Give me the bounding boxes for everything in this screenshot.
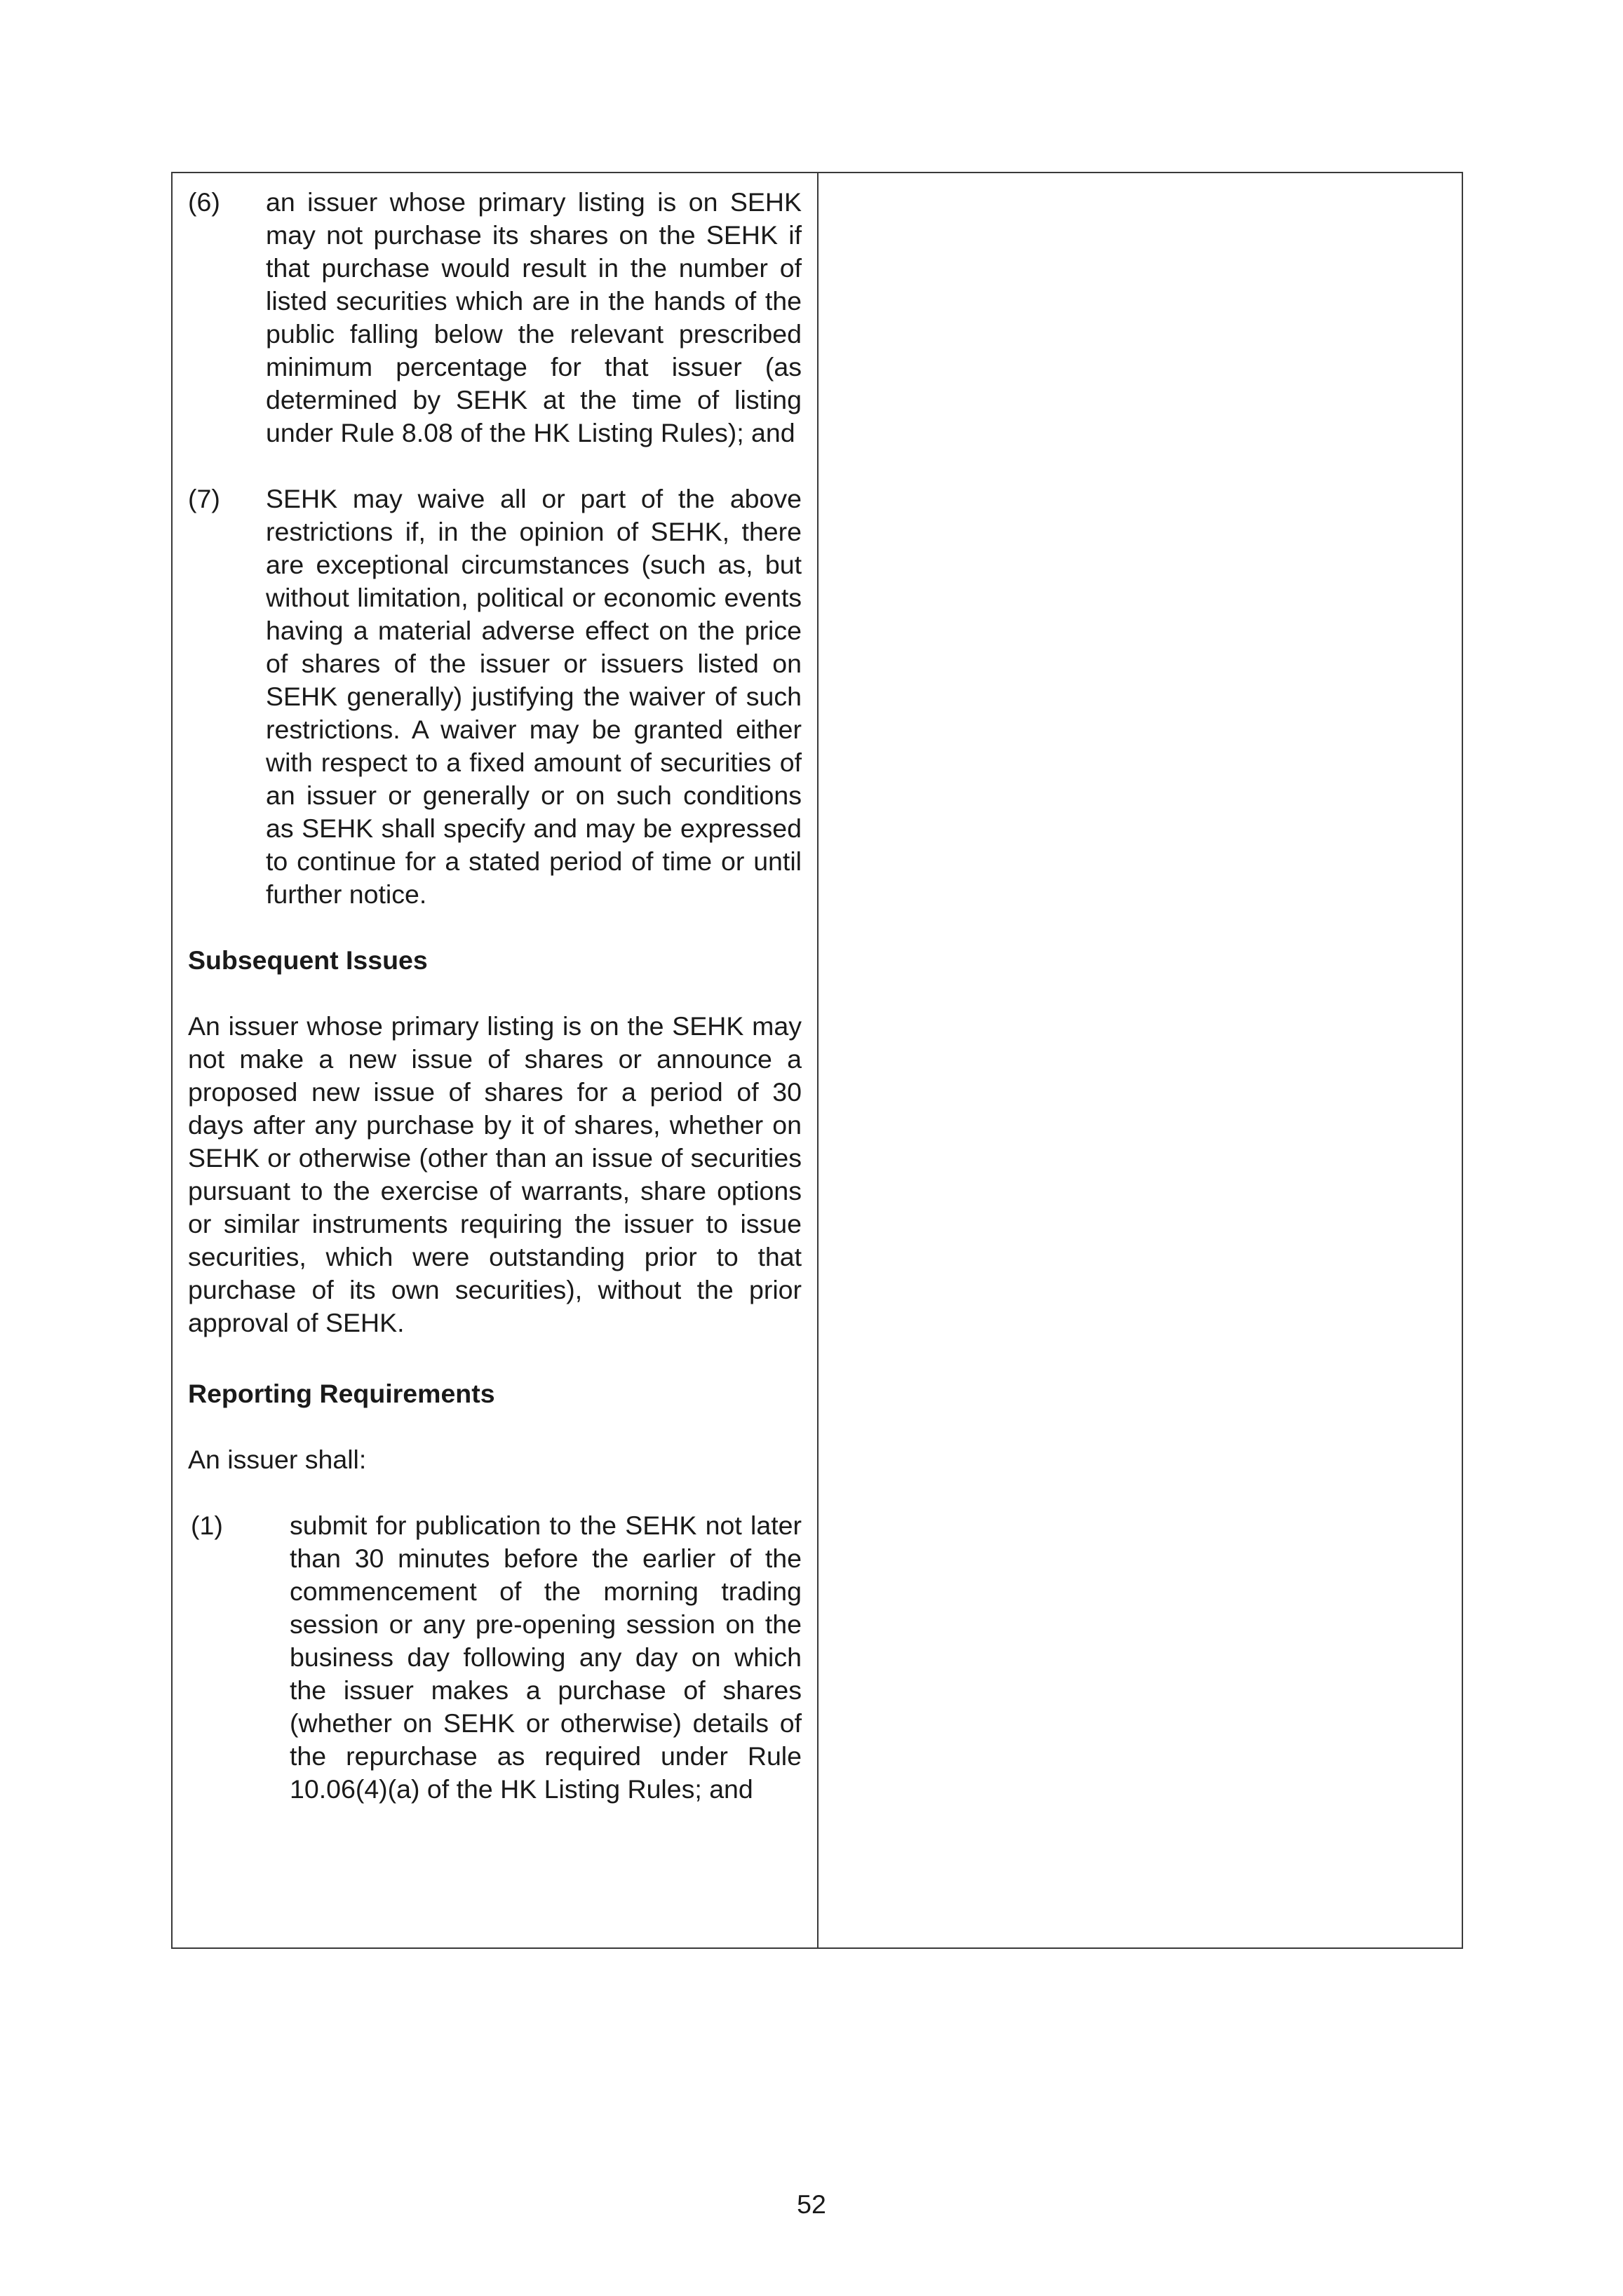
section-heading-reporting-requirements: Reporting Requirements [188, 1379, 495, 1408]
list-item-text: SEHK may waive all or part of the above restrictions if, in the opinion of SEHK, there are exceptional circumstances (such as, but without limitation, political or economic events having a material adverse effect on the price of shares of the issuer or issuers listed on SEHK generally) justifying the waiver of such restrictions. A waiver may be granted either with respect to a fixed amount of securities of an issuer or generally or on such conditions as SEHK shall specify and may be expressed to continue for a stated period of time or until further notice. [266, 484, 802, 909]
list-item-number: (1) [191, 1511, 223, 1540]
page-number: 52 [797, 2189, 826, 2219]
list-item-number: (6) [188, 187, 220, 217]
section-heading-subsequent-issues: Subsequent Issues [188, 945, 428, 975]
document-table [171, 172, 1463, 1949]
list-item-number: (7) [188, 484, 220, 513]
list-item-text: an issuer whose primary listing is on SEHK may not purchase its shares on the SEHK if that purchase would result in the number of listed securities which are in the hands of the public falling below the relevant prescribed minimum percentage for that issuer (as determined by SEHK at the time of listing under Rule 8.08 of the HK Listing Rules); and [266, 187, 802, 447]
list-item-text: submit for publication to the SEHK not later than 30 minutes before the earlier of the commencement of the morning trading session or any pre-opening session on the business day following any day on which the issuer makes a purchase of shares (whether on SEHK or otherwise) details of the repurchase as required under Rule 10.06(4)(a) of the HK Listing Rules; and [290, 1511, 802, 1804]
right-column [819, 173, 1462, 1947]
left-column [173, 173, 819, 1947]
list-item-6 [188, 186, 802, 450]
reporting-list-item-1 [188, 1509, 802, 1806]
subsequent-issues-paragraph: An issuer whose primary listing is on the SEHK may not make a new issue of shares or announce a proposed new issue of shares for a period of 30 days after any purchase by it of shares, whether on SEHK or otherwise (other than an issue of securities pursuant to the exercise of warrants, share options or similar instruments requiring the issuer to issue securities, which were outstanding prior to that purchase of its own securities), without the prior approval of SEHK. [188, 1011, 802, 1337]
reporting-intro: An issuer shall: [188, 1445, 367, 1474]
list-item-7 [188, 482, 802, 911]
